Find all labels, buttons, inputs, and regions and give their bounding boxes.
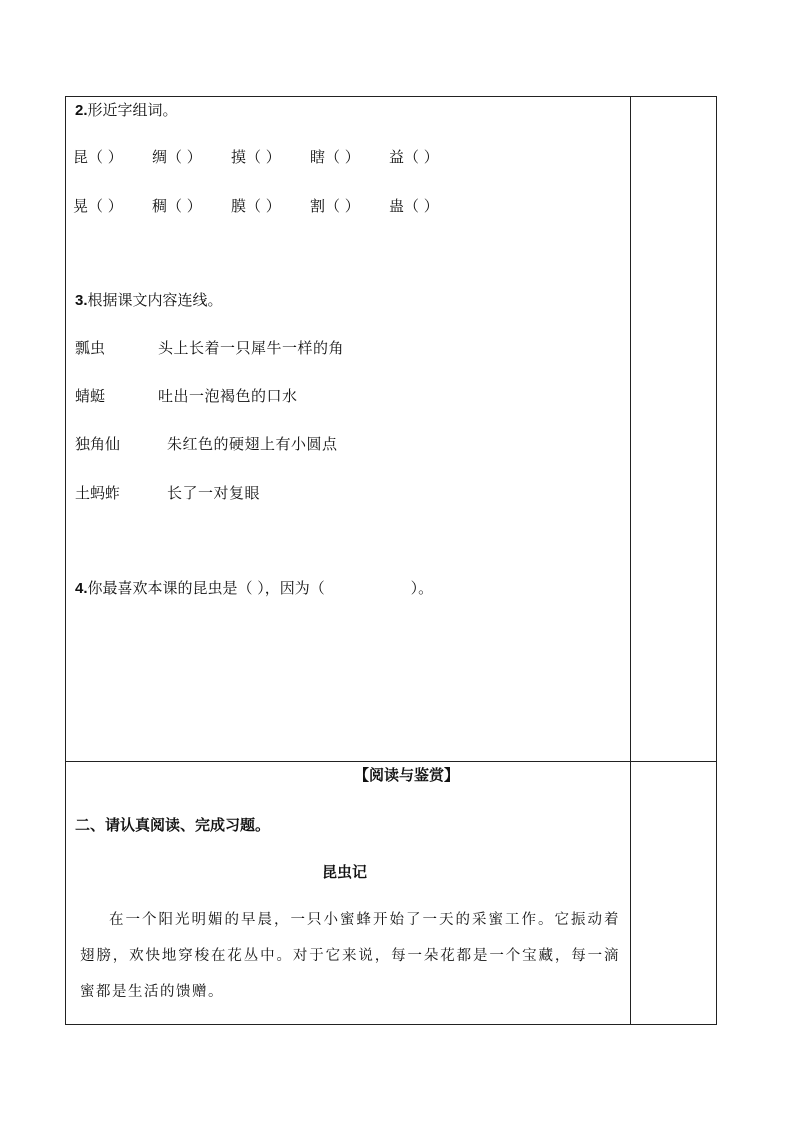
q4-line xyxy=(75,578,433,599)
q2-item: 绸（ ） xyxy=(152,148,202,166)
q2-item: 膜（ ） xyxy=(231,197,281,215)
article-passage xyxy=(80,902,620,1010)
q2-item: 蛊（ ） xyxy=(389,197,439,215)
section-instruction: 二、请认真阅读、完成习题。 xyxy=(75,816,271,834)
q3-title xyxy=(75,290,223,311)
q4-text: 你最喜欢本课的昆虫是（ ），因为（ ）。 xyxy=(87,579,434,597)
article-paragraph: 在一个阳光明媚的早晨，一只小蜜蜂开始了一天的采蜜工作。它振动着翅膀，欢快地穿梭在花丛中。对于它来说，每一朵花都是一个宝藏，每一滴蜜都是生活的馈赠。 xyxy=(80,912,620,1000)
row-divider xyxy=(66,761,716,762)
q2-text: 形近字组词。 xyxy=(87,101,178,119)
q2-item: 稠（ ） xyxy=(152,197,202,215)
section-heading: 【阅读与鉴赏】 xyxy=(354,766,460,784)
q3-number: 3. xyxy=(75,292,88,309)
match-left-item: 土蚂蚱 xyxy=(75,484,121,502)
match-right-item: 朱红色的硬翅上有小圆点 xyxy=(167,435,338,453)
match-left-item: 独角仙 xyxy=(75,435,121,453)
q2-item: 昆（ ） xyxy=(73,148,123,166)
q2-title xyxy=(75,100,178,121)
q2-item: 割（ ） xyxy=(310,197,360,215)
match-right-item: 长了一对复眼 xyxy=(167,484,261,502)
q2-item: 摸（ ） xyxy=(231,148,281,166)
q2-item: 晃（ ） xyxy=(73,197,123,215)
worksheet-table xyxy=(65,96,717,1025)
q3-text: 根据课文内容连线。 xyxy=(87,291,223,309)
q2-item: 益（ ） xyxy=(389,148,439,166)
article-title: 昆虫记 xyxy=(322,863,368,881)
q2-number: 2. xyxy=(75,102,88,119)
match-right-item: 吐出一泡褐色的口水 xyxy=(158,387,298,405)
match-left-item: 瓢虫 xyxy=(75,339,106,357)
q4-number: 4. xyxy=(75,580,88,597)
q2-item: 瞎（ ） xyxy=(310,148,360,166)
column-divider xyxy=(630,97,631,1024)
match-left-item: 蜻蜓 xyxy=(75,387,106,405)
match-right-item: 头上长着一只犀牛一样的角 xyxy=(158,339,345,357)
